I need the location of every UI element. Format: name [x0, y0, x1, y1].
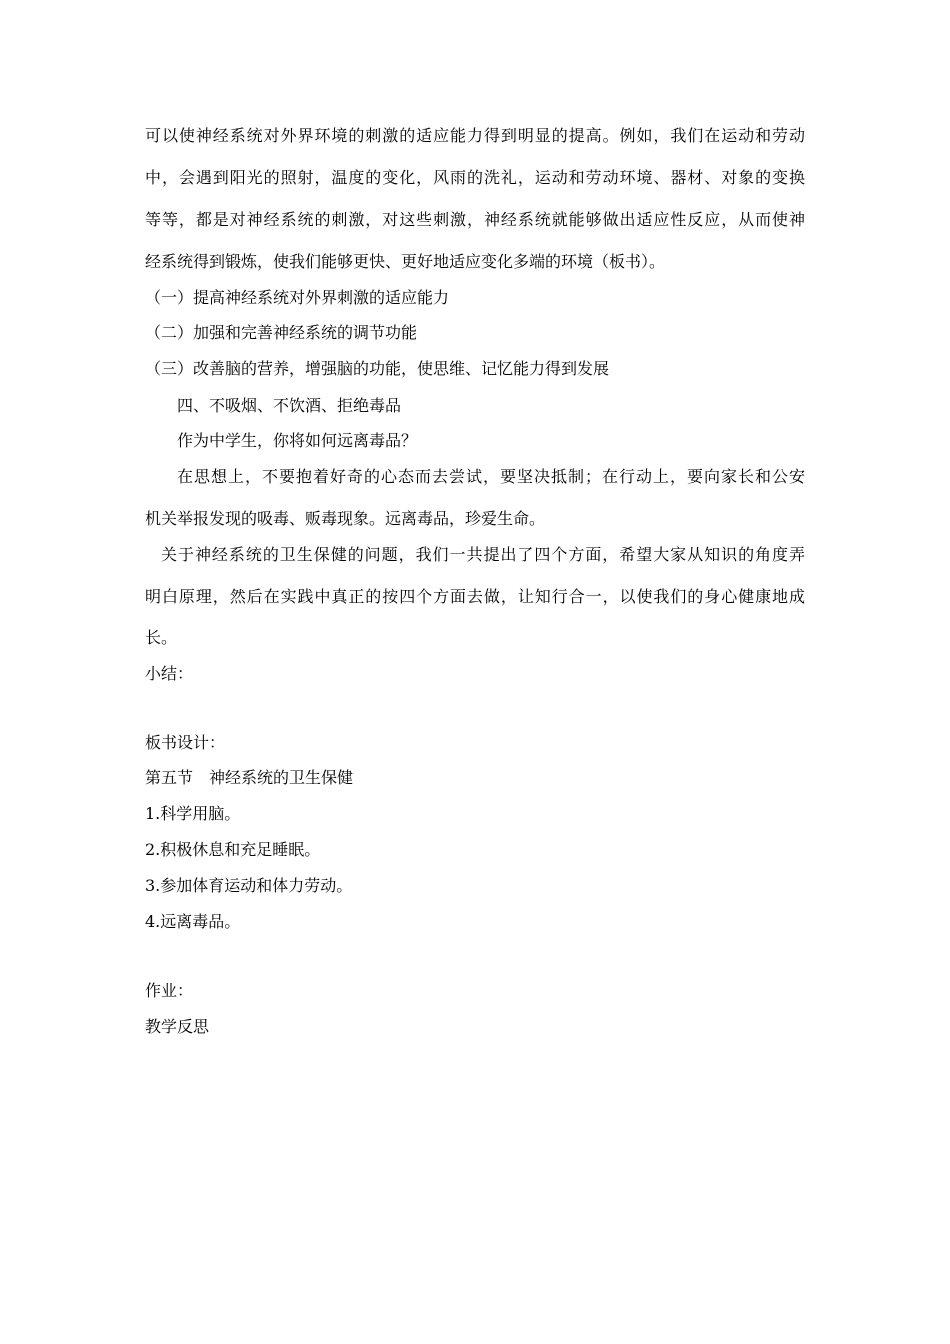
homework-label: 作业：: [145, 981, 194, 1000]
paragraph-line: 可以使神经系统对外界环境的刺激的适应能力得到明显的提高。例如，我们在运动和劳动: [145, 126, 805, 145]
conclusion-line: 长。: [145, 628, 178, 647]
board-design-item: 3.参加体育运动和体力劳动。: [145, 876, 353, 895]
conclusion-line: 关于神经系统的卫生保健的问题，我们一共提出了四个方面，希望大家从知识的角度弄: [161, 545, 805, 564]
board-design-item: 4.远离毒品。: [145, 912, 241, 931]
section-heading: 四、不吸烟、不饮酒、拒绝毒品: [177, 396, 402, 415]
board-design-item: 1.科学用脑。: [145, 804, 241, 823]
paragraph-line: 经系统得到锻炼，使我们能够更快、更好地适应变化多端的环境（板书）。: [145, 252, 666, 271]
answer-line: 机关举报发现的吸毒、贩毒现象。远离毒品，珍爱生命。: [145, 509, 546, 528]
board-item: （二）加强和完善神经系统的调节功能: [145, 323, 418, 342]
board-item: （三）改善脑的营养，增强脑的功能，使思维、记忆能力得到发展: [145, 359, 610, 378]
summary-label: 小结：: [145, 664, 194, 683]
board-item: （一）提高神经系统对外界刺激的适应能力: [145, 288, 450, 307]
board-design-item: 2.积极休息和充足睡眠。: [145, 840, 321, 859]
conclusion-line: 明白原理，然后在实践中真正的按四个方面去做，让知行合一，以使我们的身心健康地成: [145, 587, 805, 606]
question-text: 作为中学生，你将如何远离毒品？: [177, 431, 418, 450]
paragraph-line: 中，会遇到阳光的照射，温度的变化，风雨的洗礼，运动和劳动环境、器材、对象的变换: [145, 168, 805, 187]
board-design-label: 板书设计：: [145, 733, 226, 752]
paragraph-line: 等等，都是对神经系统的刺激，对这些刺激，神经系统就能够做出适应性反应，从而使神: [145, 210, 805, 229]
board-design-title: 第五节 神经系统的卫生保健: [145, 768, 354, 787]
reflection-label: 教学反思: [145, 1017, 210, 1036]
answer-line: 在思想上，不要抱着好奇的心态而去尝试，要坚决抵制；在行动上，要向家长和公安: [177, 467, 805, 486]
